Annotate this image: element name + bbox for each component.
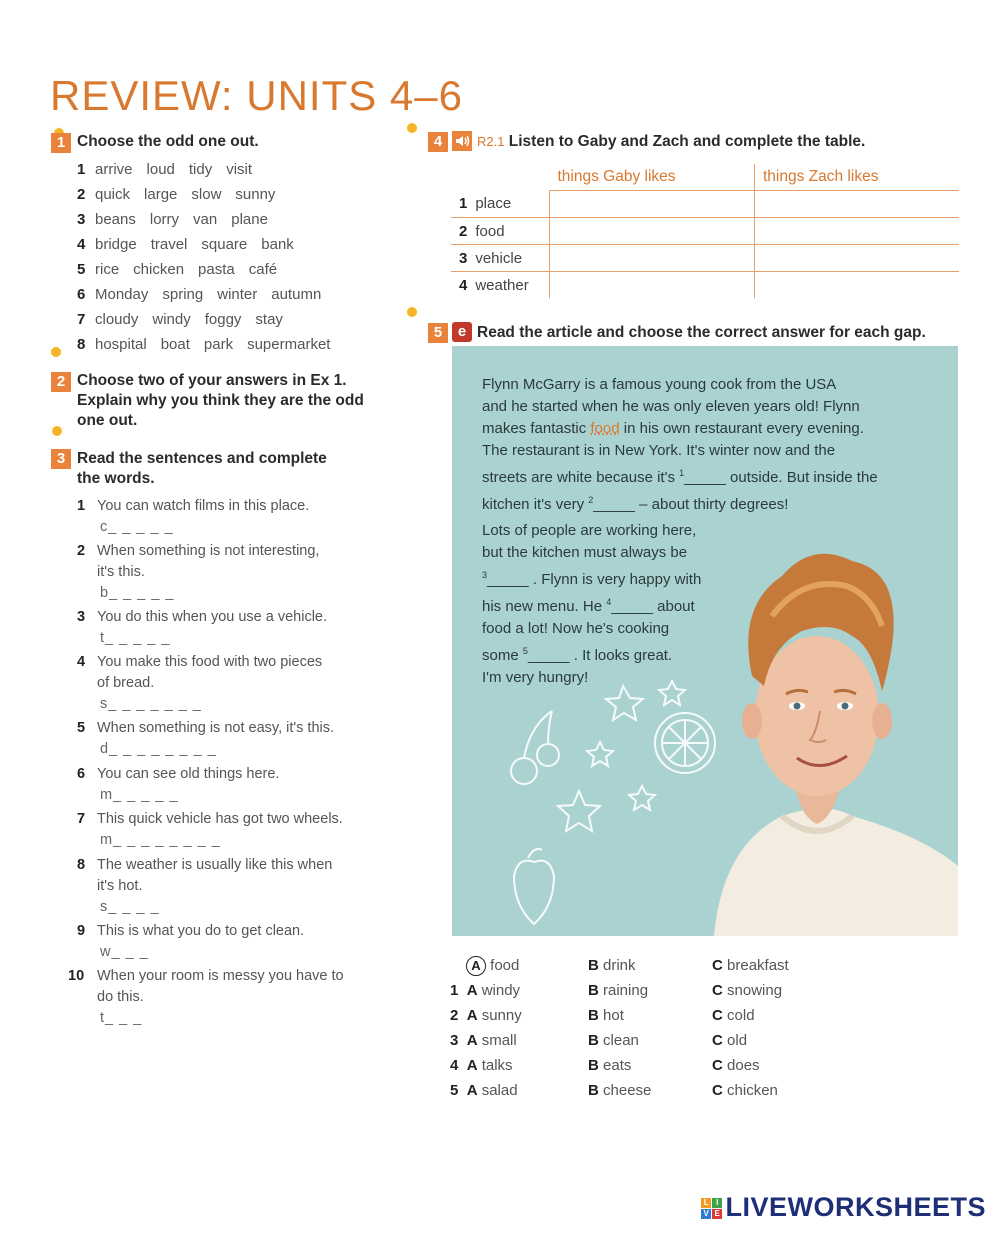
option-c[interactable]: chicken <box>727 1082 778 1099</box>
table-cell-input[interactable] <box>550 272 755 299</box>
table-row: 2 food <box>451 218 959 245</box>
answer-blank[interactable]: c_ _ _ _ _ <box>100 519 174 535</box>
table-cell-input[interactable] <box>550 245 755 272</box>
audio-dot-icon[interactable] <box>50 424 64 438</box>
exercise-3-item: 9 This is what you do to get clean. w_ _ _ <box>77 921 397 963</box>
exercise-3-item: 2 When something is not interesting, it's this. b_ _ _ _ _ <box>77 541 397 604</box>
exercise-number-1: 1 <box>51 133 71 153</box>
audio-dot-icon[interactable] <box>405 305 419 319</box>
exercise-number-2: 2 <box>51 372 71 392</box>
option-b[interactable]: raining <box>603 982 649 999</box>
answer-blank[interactable]: s_ _ _ _ _ _ _ <box>100 696 202 712</box>
exercise-3-heading: Read the sentences and complete the words. <box>77 450 327 487</box>
answer-blank[interactable]: b_ _ _ _ _ <box>100 585 175 601</box>
list-item: 7 cloudy windy foggy stay <box>77 311 283 328</box>
option-a[interactable]: sunny <box>481 1007 522 1024</box>
exercise-1-list <box>77 157 344 357</box>
preferences-table <box>451 164 959 298</box>
option-c[interactable]: does <box>727 1057 760 1074</box>
list-item: 6 Monday spring winter autumn <box>77 286 322 303</box>
exercise-3-item: 10 When your room is messy you have to do this. t_ _ _ <box>68 966 398 1029</box>
option-b[interactable]: clean <box>603 1032 639 1049</box>
exercise-3-item: 7 This quick vehicle has got two wheels. m_ _ _ _ _ _ _ _ <box>77 809 397 851</box>
option-c[interactable]: cold <box>727 1007 755 1024</box>
table-cell-input[interactable] <box>755 218 960 245</box>
gap-4[interactable]: _____ <box>611 598 653 615</box>
exercise-number-4: 4 <box>428 132 448 152</box>
gap-3[interactable]: _____ <box>487 571 529 588</box>
article-paragraph-2: Lots of people are working here, but the kitchen must always be $^3$_____ . Flynn is very happy with his new menu. He $^4$_____ about food a lot! Now he's cooking some $^5$_____ . It looks great. I'm very hungry! <box>482 522 702 686</box>
list-item: 5 rice chicken pasta café <box>77 261 278 278</box>
option-b[interactable]: cheese <box>603 1082 652 1099</box>
gap-2[interactable]: _____ <box>593 496 635 513</box>
exercise-3-item: 3 You do this when you use a vehicle. t_ _ _ _ _ <box>77 607 397 649</box>
exercise-5-heading: Read the article and choose the correct answer for each gap. <box>477 324 926 341</box>
exercise-1-heading: Choose the odd one out. <box>77 133 259 150</box>
exercise-number-3: 3 <box>51 449 71 469</box>
table-row: 4 weather <box>451 272 959 299</box>
table-cell-input[interactable] <box>755 272 960 299</box>
page-title: REVIEW: UNITS 4–6 <box>50 72 464 119</box>
exercise-4-heading: R2.1 Listen to Gaby and Zach and complete the table. <box>477 133 866 150</box>
option-a[interactable]: small <box>481 1032 517 1049</box>
table-cell-input[interactable] <box>550 218 755 245</box>
audio-dot-icon[interactable] <box>49 345 63 359</box>
audio-dot-icon[interactable] <box>405 121 419 135</box>
exercise-3-item: 6 You can see old things here. m_ _ _ _ _ <box>77 764 397 806</box>
list-item: 2 quick large slow sunny <box>77 186 276 203</box>
example-answer: food <box>590 420 620 437</box>
table-cell-input[interactable] <box>755 191 960 218</box>
option-row: 4 A talks <box>450 1057 513 1074</box>
option-a[interactable]: windy <box>481 982 521 999</box>
table-cell-input[interactable] <box>755 245 960 272</box>
table-header-zach: things Zach likes <box>755 164 960 191</box>
table-header-gaby: things Gaby likes <box>550 164 755 191</box>
list-item: 3 beans lorry van plane <box>77 211 268 228</box>
speaker-icon[interactable] <box>452 131 472 151</box>
table-row: 3 vehicle <box>451 245 959 272</box>
option-b[interactable]: hot <box>603 1007 624 1024</box>
option-a[interactable]: salad <box>481 1082 518 1099</box>
answer-blank[interactable]: d_ _ _ _ _ _ _ _ <box>100 741 217 757</box>
option-b[interactable]: eats <box>603 1057 632 1074</box>
option-row: 2 A sunny <box>450 1007 522 1024</box>
answer-blank[interactable]: m_ _ _ _ _ _ _ _ <box>100 832 221 848</box>
option-row: 1 A windy <box>450 982 521 999</box>
answer-blank[interactable]: t_ _ _ <box>100 1010 143 1026</box>
answer-options: A food B drink C breakfast 1 A windy B raining C snowing 2 A sunny B hot C cold 3 A small B clean C old 4 A talks B eats C does 5 A salad B cheese C chicken <box>450 953 850 1103</box>
article-panel <box>452 346 958 936</box>
answer-blank[interactable]: t_ _ _ _ _ <box>100 630 171 646</box>
option-a[interactable]: talks <box>481 1057 513 1074</box>
option-row: 3 A small <box>450 1032 517 1049</box>
liveworksheets-logo[interactable]: L I V E LIVEWORKSHEETS <box>701 1192 986 1223</box>
answer-blank[interactable]: w_ _ _ <box>100 944 149 960</box>
circled-option: A <box>466 956 486 976</box>
exercise-3-item: 4 You make this food with two pieces of bread. s_ _ _ _ _ _ _ <box>77 652 397 715</box>
option-c[interactable]: snowing <box>727 982 783 999</box>
option-example: A food <box>466 953 519 978</box>
exercise-3-item: 1 You can watch films in this place. c_ _ _ _ _ <box>77 496 397 538</box>
liveworksheets-grid-icon: L I V E <box>701 1198 723 1220</box>
article-paragraph-1: Flynn McGarry is a famous young cook from the USA and he started when he was only eleven years old! Flynn makes fantastic food in his own restaurant every evening. The restaurant is in New York. It's winter now and the streets are white because it's $^1$_____ outside. But inside the kitchen it's very $^2$_____ – about thirty degrees! <box>482 376 878 513</box>
ebook-icon: e <box>452 322 472 342</box>
list-item: 8 hospital boat park supermarket <box>77 336 331 353</box>
list-item: 4 bridge travel square bank <box>77 236 294 253</box>
exercise-3-item: 8 The weather is usually like this when it's hot. s_ _ _ _ <box>77 855 397 918</box>
table-cell-input[interactable] <box>550 191 755 218</box>
exercise-2-heading: Choose two of your answers in Ex 1. Explain why you think they are the odd one out. <box>77 372 364 429</box>
audio-track-label: R2.1 <box>477 134 505 149</box>
answer-blank[interactable]: m_ _ _ _ _ <box>100 787 179 803</box>
exercise-number-5: 5 <box>428 323 448 343</box>
option-c[interactable]: old <box>727 1032 748 1049</box>
exercise-3-item: 5 When something is not easy, it's this. d_ _ _ _ _ _ _ _ <box>77 718 397 760</box>
gap-5[interactable]: _____ <box>527 647 570 664</box>
table-row: 1 place <box>451 191 959 218</box>
gap-1[interactable]: _____ <box>684 469 726 486</box>
list-item: 1 arrive loud tidy visit <box>77 161 253 178</box>
option-row: 5 A salad <box>450 1082 518 1099</box>
answer-blank[interactable]: s_ _ _ _ <box>100 899 160 915</box>
